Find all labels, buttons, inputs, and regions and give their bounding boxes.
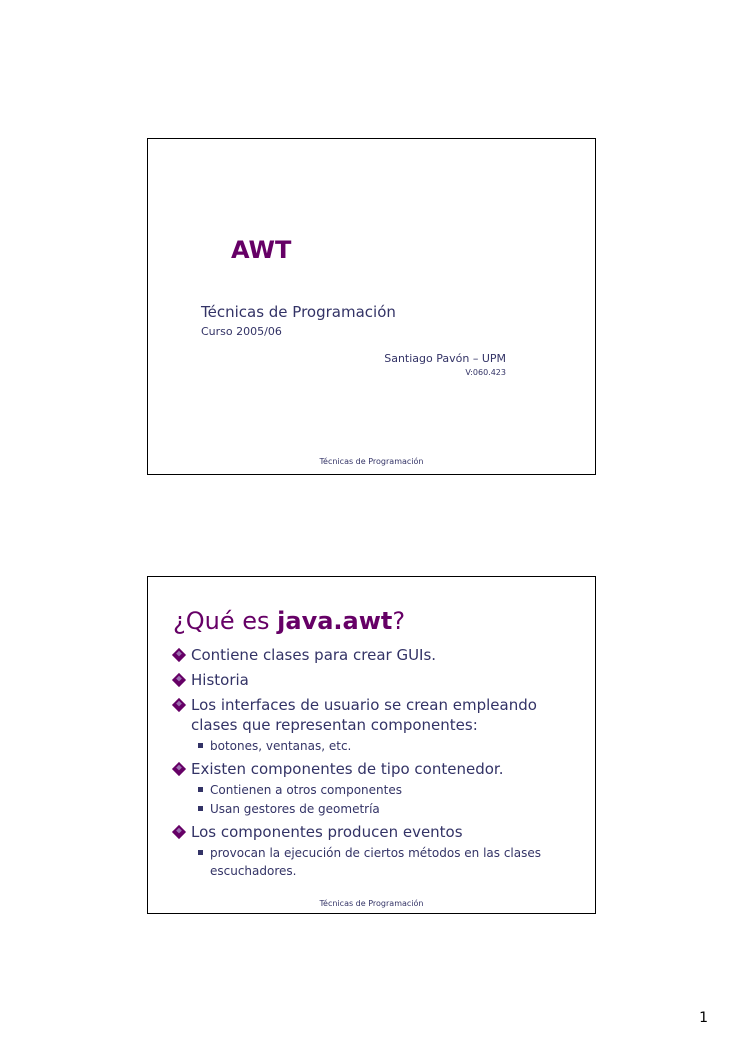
square-bullet-icon — [198, 743, 203, 748]
diamond-bullet-icon — [172, 698, 186, 712]
diamond-bullet-icon — [172, 762, 186, 776]
bullet-text: Historia — [191, 671, 249, 689]
bullet-item — [172, 759, 582, 779]
sub-bullet-text: Usan gestores de geometría — [210, 802, 380, 816]
bullet-list — [172, 645, 582, 884]
square-bullet-icon — [198, 787, 203, 792]
square-bullet-icon — [198, 806, 203, 811]
page-number: 1 — [699, 1010, 708, 1026]
diamond-bullet-icon — [172, 648, 186, 662]
heading-bold: java.awt — [277, 607, 393, 635]
bullet-item — [172, 670, 582, 690]
sub-bullet-item — [172, 844, 582, 880]
bullet-item — [172, 645, 582, 665]
diamond-bullet-icon — [172, 825, 186, 839]
author-label: Santiago Pavón – UPM — [384, 352, 506, 365]
slide-java-awt — [147, 576, 596, 914]
version-label: V:060.423 — [465, 368, 506, 377]
heading-post: ? — [392, 607, 406, 635]
slide-heading — [173, 607, 405, 635]
bullet-text: Existen componentes de tipo contenedor. — [191, 760, 504, 778]
sub-bullet-item — [172, 737, 582, 755]
heading-pre: ¿Qué es — [173, 607, 278, 635]
slide-title — [147, 138, 596, 475]
bullet-text: Contiene clases para crear GUIs. — [191, 646, 437, 664]
sub-bullet-item — [172, 781, 582, 799]
sub-bullet-text: provocan la ejecución de ciertos métodos en las clases escuchadores. — [210, 846, 541, 878]
slide-footer: Técnicas de Programación — [319, 899, 424, 908]
slide-title-heading: AWT — [231, 236, 292, 264]
bullet-item — [172, 822, 582, 842]
square-bullet-icon — [198, 850, 203, 855]
bullet-text: Los interfaces de usuario se crean empleando clases que representan componentes: — [191, 696, 537, 734]
slide-subtitle: Técnicas de Programación — [201, 303, 396, 321]
course-label: Curso 2005/06 — [201, 325, 282, 338]
sub-bullet-text: Contienen a otros componentes — [210, 783, 402, 797]
diamond-bullet-icon — [172, 673, 186, 687]
sub-bullet-item — [172, 800, 582, 818]
bullet-item — [172, 695, 582, 735]
bullet-text: Los componentes producen eventos — [191, 823, 463, 841]
slide-footer: Técnicas de Programación — [319, 457, 424, 466]
sub-bullet-text: botones, ventanas, etc. — [210, 739, 352, 753]
